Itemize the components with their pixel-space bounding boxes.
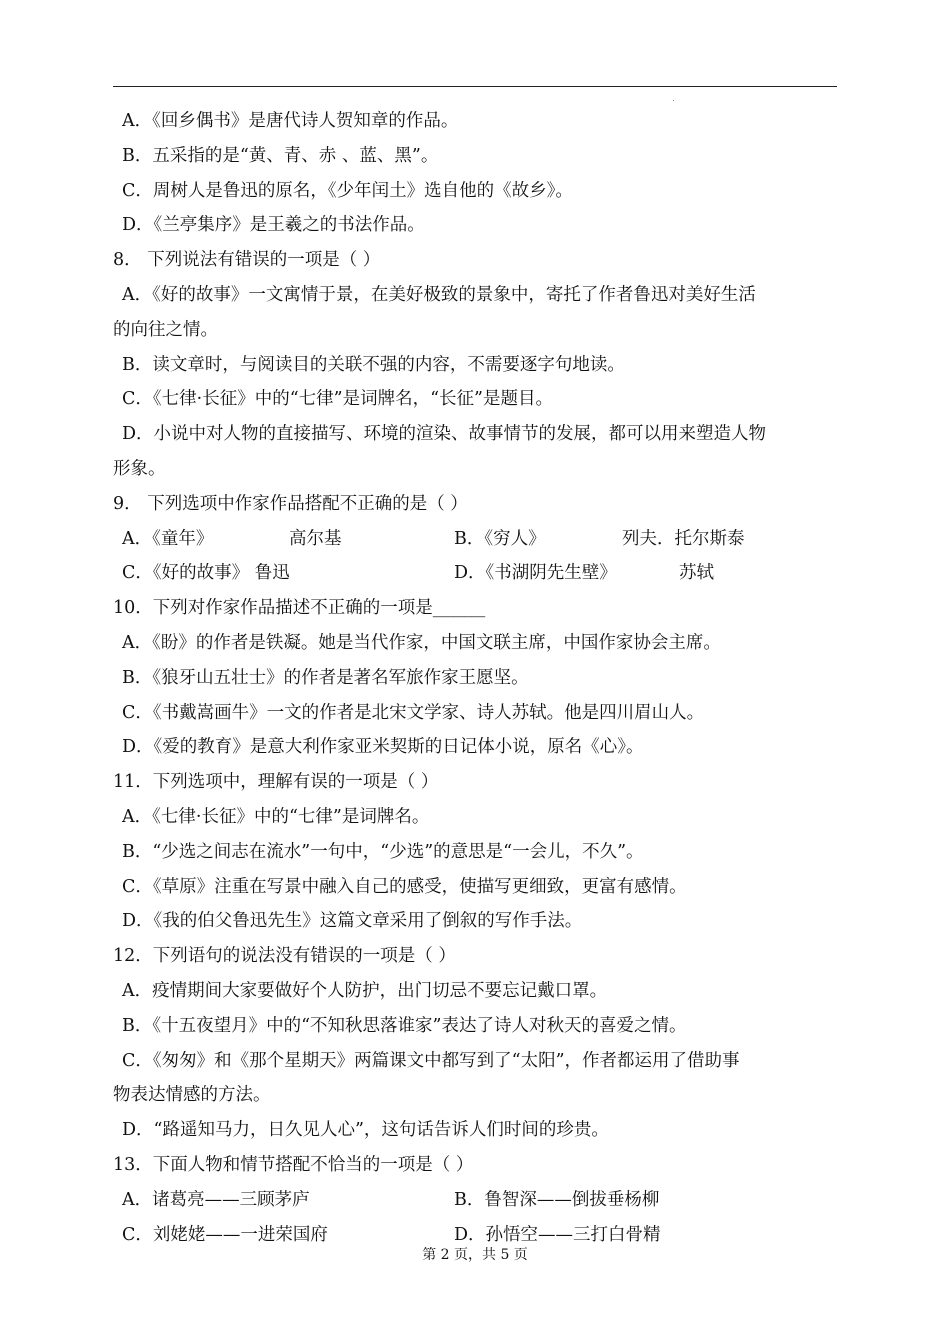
q11-option-b: B．“少选之间志在流水”一句中，“少选”的意思是“一会儿，不久”。 [122,841,644,862]
q13-option-a: A．诸葛亮——三顾茅庐 [122,1189,310,1210]
content [113,104,837,1252]
q8-option-a-cont: 的向往之情。 [113,319,218,340]
q9-option-d-author: 苏轼 [679,563,714,584]
q10-option-a: A．《盼》的作者是铁凝。她是当代作家，中国文联主席，中国作家协会主席。 [122,632,721,653]
q10-option-c: C．《书戴嵩画牛》一文的作者是北宋文学家、诗人苏轼。他是四川眉山人。 [122,702,705,723]
q10-option-b: B．《狼牙山五壮士》的作者是著名军旅作家王愿坚。 [122,667,529,688]
q9-option-b-author: 列夫．托尔斯泰 [622,528,745,549]
q7-option-b: B．五采指的是“黄、青、赤 、蓝、黑”。 [122,145,439,166]
q9-stem: 9． 下列选项中作家作品搭配不正确的是（ ） [113,493,468,514]
q11-stem: 11．下列选项中，理解有误的一项是（ ） [113,772,439,793]
q8-option-b: B．读文章时，与阅读目的关联不强的内容，不需要逐字句地读。 [122,354,625,375]
q10-stem: 10．下列对作家作品描述不正确的一项是______ [113,598,486,619]
q9-row-1 [113,522,837,557]
q12-option-c: C．《匆匆》和《那个星期天》两篇课文中都写到了“太阳”，作者都运用了借助事 [122,1050,740,1071]
q13-row-1 [113,1183,837,1218]
q12-option-a: A．疫情期间大家要做好个人防护，出门切忌不要忘记戴口罩。 [122,980,608,1001]
q9-option-a: A．《童年》 [122,528,214,549]
q9-row-2 [113,556,837,591]
q9-option-d: D．《书湖阴先生壁》 [454,563,617,584]
q7-option-c: C．周树人是鲁迅的原名，《少年闰土》选自他的《故乡》。 [122,180,573,201]
q11-option-a: A．《七律·长征》中的“七律”是词牌名。 [122,806,430,827]
q8-stem: 8． 下列说法有错误的一项是（ ） [113,250,381,271]
q9-option-c: C．《好的故事》 鲁迅 [122,563,290,584]
q13-option-b: B．鲁智深——倒拔垂杨柳 [454,1189,660,1210]
q8-option-d-cont: 形象。 [113,458,166,479]
q11-option-d: D．《我的伯父鲁迅先生》这篇文章采用了倒叙的写作手法。 [122,911,583,932]
q8-option-a: A．《好的故事》一文寓情于景，在美好极致的景象中，寄托了作者鲁迅对美好生活 [122,284,756,305]
q10-option-d: D．《爱的教育》是意大利作家亚米契斯的日记体小说，原名《心》。 [122,737,644,758]
page-footer: 第 2 页，共 5 页 [422,1247,528,1263]
q12-option-d: D．“路遥知马力，日久见人心”，这句话告诉人们时间的珍贵。 [122,1120,609,1141]
q7-option-a: A．《回乡偶书》是唐代诗人贺知章的作品。 [122,111,459,131]
q9-option-b: B．《穷人》 [454,528,546,549]
q12-option-b: B．《十五夜望月》中的“不知秋思落谁家”表达了诗人对秋天的喜爱之情。 [122,1015,687,1036]
q11-option-c: C．《草原》注重在写景中融入自己的感受，使描写更细致，更富有感情。 [122,876,687,897]
q13-option-c: C．刘姥姥——一进荣国府 [122,1224,328,1245]
q7-option-d: D．《兰亭集序》是王羲之的书法作品。 [122,215,425,236]
q9-option-a-author: 高尔基 [289,528,342,549]
q12-stem: 12．下列语句的说法没有错误的一项是（ ） [113,946,456,967]
speck [673,100,674,101]
q13-stem: 13．下面人物和情节搭配不恰当的一项是（ ） [113,1154,474,1175]
q13-option-d: D．孙悟空——三打白骨精 [454,1224,661,1245]
q8-option-c: C．《七律·长征》中的“七律”是词牌名，“长征”是题目。 [122,389,553,410]
header-rule [113,86,837,87]
q8-option-d: D．小说中对人物的直接描写、环境的渲染、故事情节的发展，都可以用来塑造人物 [122,424,767,445]
q12-option-c-cont: 物表达情感的方法。 [113,1085,271,1106]
